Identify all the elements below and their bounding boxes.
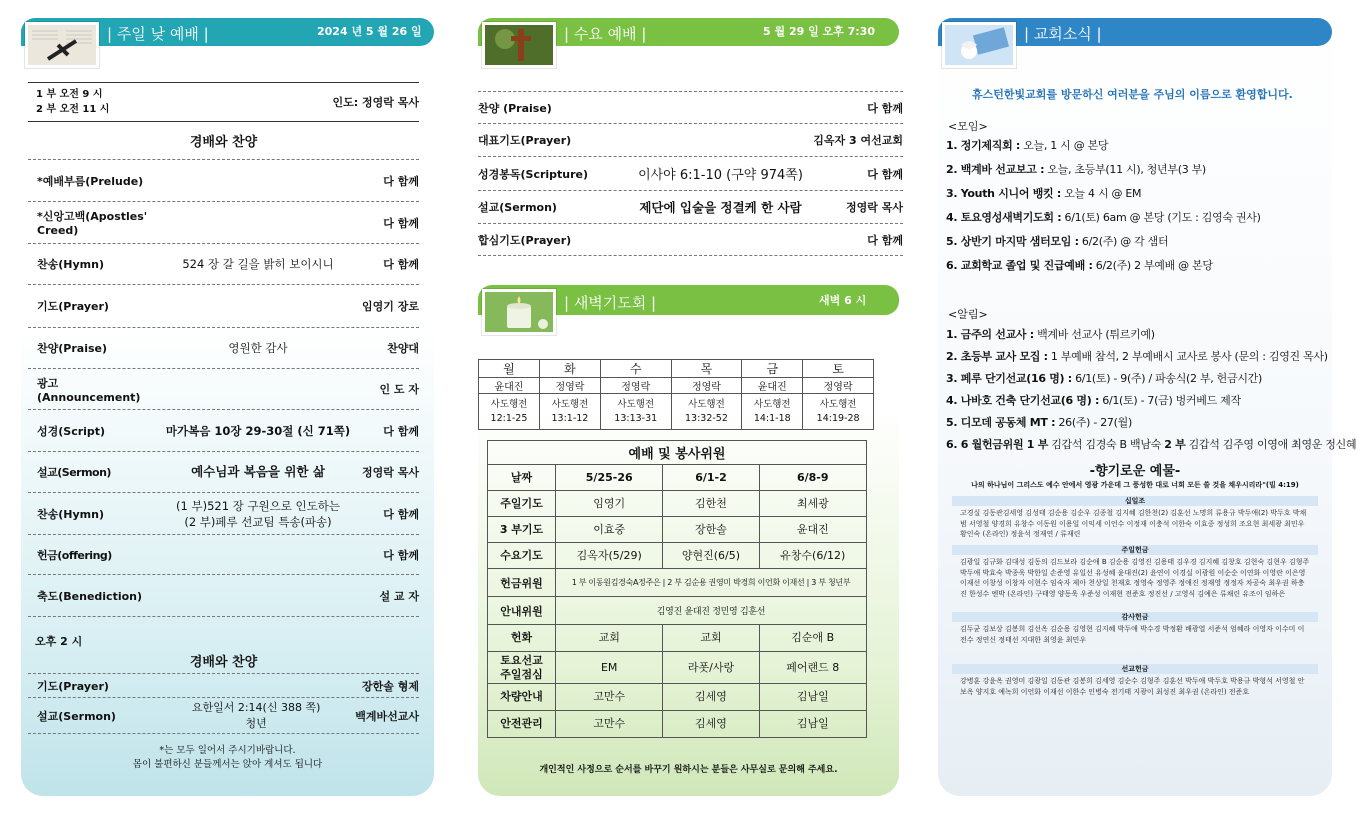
dawn-cell: 윤대진 <box>742 378 803 394</box>
order-person: 다 함께 <box>867 101 903 115</box>
order-person: 다 함께 <box>383 216 419 230</box>
service-cell: 김남일 <box>759 684 866 711</box>
service-table <box>487 440 867 738</box>
news-line-text: 오늘 4 시 @ EM <box>1061 187 1142 200</box>
group-members: 강병훈 강윤옥 권영미 김광일 김동관 김봉희 김세영 김순수 김형주 김훈선 박두애 박두호 박용규 박형석 서영철 안보옥 양지호 예녹희 이언화 이재선 이한수 인병숙 전기태 지광이 최성진 최우권 (온라인) 전준호 <box>960 677 1305 696</box>
news-line <box>946 392 1241 408</box>
news-line-title: 4. 나바호 건축 단기선교(6 명) : <box>946 394 1100 407</box>
service-cell: 라폿/사랑 <box>663 652 759 684</box>
group-name-bar: 십일조 <box>952 496 1318 506</box>
service-role: 헌화 <box>488 625 556 652</box>
order-person: 다 함께 <box>383 174 419 188</box>
order-label: 대표기도(Prayer) <box>478 134 572 147</box>
dawn-passage-cell <box>539 394 600 430</box>
meetings-label: <모임> <box>948 120 988 133</box>
dawn-verse: 14:1-18 <box>753 412 791 424</box>
order-person: 다 함께 <box>383 258 419 271</box>
section-title-pm: 경배와 찬양 <box>28 648 419 674</box>
service-cell: 양현진(6/5) <box>663 543 759 569</box>
dawn-cell: 토 <box>803 360 874 378</box>
news-line <box>946 326 1155 342</box>
service-cell: 1 부 이동원김경숙A정주은 | 2 부 김순용 권영미 박경희 이언화 이재선 | 3 부 청년부 <box>556 569 867 597</box>
order-person: 설 교 자 <box>379 589 419 603</box>
service-cell: 유창수(6/12) <box>759 543 866 569</box>
dawn-time: 새벽 6 시 <box>819 294 867 307</box>
order-label: 설교(Sermon) <box>37 709 116 723</box>
news-line-title: 2 부 <box>1164 438 1186 451</box>
news-line-text: 6/2(주) 2 부예배 @ 본당 <box>1092 259 1213 272</box>
dawn-book: 사도행전 <box>819 398 857 410</box>
news-line <box>946 436 1356 452</box>
news-line <box>946 185 1141 201</box>
order-row <box>28 575 419 617</box>
dawn-passage-cell <box>671 394 742 430</box>
service-cell: 6/1-2 <box>663 465 759 491</box>
pm-order-row <box>28 674 419 698</box>
wednesday-title: | 수요 예배 | <box>564 25 647 43</box>
news-line-title: 5. 상반기 마지막 샘터모임 : <box>946 235 1079 248</box>
service-row <box>488 711 867 738</box>
news-line <box>946 257 1213 273</box>
news-line <box>946 348 1328 364</box>
news-header <box>938 18 1332 46</box>
order-detail: 마가복음 10장 29-30절 (신 71쪽) <box>165 423 351 438</box>
service-cell: 김순애 B <box>759 625 866 652</box>
order-label: *예배부름(Prelude) <box>37 174 144 188</box>
service-row <box>488 652 867 684</box>
time-2: 2 부 오전 11 시 <box>36 104 110 115</box>
service-row <box>488 491 867 517</box>
service-role: 헌금위원 <box>488 569 556 597</box>
service-role: 수요기도 <box>488 543 556 569</box>
order-person: 찬양대 <box>387 342 419 355</box>
order-person: 정영락 목사 <box>846 201 903 214</box>
news-line-title: 6. 6 월헌금위원 1 부 <box>946 438 1049 451</box>
wednesday-row <box>478 157 903 191</box>
dawn-leaders-row <box>479 378 874 394</box>
order-person: 백계바선교사 <box>355 709 419 723</box>
dawn-passage-cell <box>479 394 540 430</box>
order-row <box>28 369 419 410</box>
dawn-verse: 12:1-25 <box>490 412 528 424</box>
service-role: 토요선교 주일점심 <box>488 652 556 684</box>
dawn-book: 사도행전 <box>753 398 791 410</box>
order-row <box>28 452 419 493</box>
order-row <box>28 160 419 202</box>
service-cell: 최세광 <box>759 491 866 517</box>
dawn-header <box>478 285 899 315</box>
service-cell: 5/25-26 <box>556 465 663 491</box>
order-row <box>28 493 419 535</box>
sunday-date: 2024 년 5 월 26 일 <box>317 25 422 38</box>
service-cell: 이효중 <box>556 517 663 543</box>
order-person: 장한솔 형제 <box>362 679 419 693</box>
news-line <box>946 161 1206 177</box>
news-line-title: 4. 토요영성새벽기도회 : <box>946 211 1062 224</box>
offering-verse: 나의 하나님이 그리스도 예수 안에서 영광 가운데 그 풍성한 대로 너희 모든 쓸 것을 채우시리라"(빌 4:19) <box>971 481 1299 489</box>
news-line-title: 2. 초등부 교사 모집 : <box>946 350 1048 363</box>
order-detail: (1 부)521 장 구원으로 인도하는 (2 부)페루 선교팀 특송(파송) <box>176 498 340 529</box>
order-person: 정영락 목사 <box>362 466 419 479</box>
dawn-schedule-table <box>478 359 874 430</box>
order-label: 찬양(Praise) <box>37 342 107 355</box>
order-row <box>28 410 419 452</box>
service-row <box>488 684 867 711</box>
section-title: 경배와 찬양 <box>28 122 419 160</box>
dawn-book: 사도행전 <box>617 398 655 410</box>
news-line <box>946 137 1108 153</box>
news-title: | 교회소식 | <box>1024 25 1102 43</box>
order-label: 성경봉독(Scripture) <box>478 167 589 181</box>
order-row <box>28 244 419 285</box>
order-person: 다 함께 <box>383 548 419 562</box>
dawn-cell: 금 <box>742 360 803 378</box>
dawn-cell: 정영락 <box>803 378 874 394</box>
order-label: 찬송(Hymn) <box>37 507 104 521</box>
wednesday-date: 5 월 29 일 오후 7:30 <box>763 25 875 38</box>
service-cell: 윤대진 <box>759 517 866 543</box>
order-person: 다 함께 <box>867 233 903 247</box>
news-line-text: 오늘, 초등부(11 시), 청년부(3 부) <box>1044 163 1206 176</box>
dawn-cell: 윤대진 <box>479 378 540 394</box>
announcements-label: <알림> <box>948 308 988 321</box>
service-cell: 페어랜드 8 <box>759 652 866 684</box>
news-line-text: 6/2(주) @ 각 샘터 <box>1078 235 1169 248</box>
order-detail: 제단에 입술을 정결케 한 사람 <box>639 200 802 215</box>
service-cell: 임영기 <box>556 491 663 517</box>
service-cell: 고만수 <box>556 684 663 711</box>
news-line-title: 6. 교회학교 졸업 및 진급예배 : <box>946 259 1093 272</box>
news-line-text: 6/1(토) - 7(금) 벙커베드 제작 <box>1099 394 1241 407</box>
group-members: 김광일 김규화 김대성 김동의 김드보라 김순애 B 김순용 김영진 김용태 김우경 김지혜 김창호 김현숙 김현우 김형주 박두애 박효숙 박종욱 박한일 손준영 유일선 유성혜 윤대진(2) 윤연이 이경실 이광원 이순순 이연화 이영란 이은영 이재선 이창성 이창자 이현수 임숙자 제아 천상일 천재호 정영숙 정영주 정애진 정재영 정정자 차공숙 최우권 하충진 한성수 엔박 (온라인) 구태영 양동욱 우준성 이재현 전준호 정진선 / 고영식 김예은 류채린 유조이 임하은 <box>960 558 1310 598</box>
dawn-cell: 목 <box>671 360 742 378</box>
service-role: 날짜 <box>488 465 556 491</box>
dawn-verse: 13:32-52 <box>684 412 728 424</box>
service-cell: 고만수 <box>556 711 663 738</box>
afternoon-time: 오후 2 시 <box>35 635 83 648</box>
dawn-book: 사도행전 <box>551 398 589 410</box>
dawn-passage-cell <box>600 394 671 430</box>
service-row <box>488 465 867 491</box>
dawn-title: | 새벽기도회 | <box>564 294 657 312</box>
news-line-title: 5. 디모데 공동체 MT : <box>946 416 1056 429</box>
news-line <box>946 209 1261 225</box>
news-line-text: 김갑석 김주영 이영애 최영운 정신혜 <box>1185 438 1356 451</box>
service-table-title: 예배 및 봉사위원 <box>488 441 867 465</box>
order-label: 축도(Benediction) <box>37 589 143 603</box>
order-label: 기도(Prayer) <box>37 300 109 313</box>
wednesday-row <box>478 124 903 157</box>
dawn-passage-cell <box>803 394 874 430</box>
group-members: 김두균 김보상 김봉희 김선옥 김순용 김영현 김지혜 박두애 박수경 박정환 배광열 서준석 엄혜라 이영자 이수미 이전수 정연신 정태선 지대한 최영윤 최민우 <box>960 625 1305 644</box>
sunday-panel <box>21 18 434 796</box>
service-row <box>488 543 867 569</box>
dawn-book: 사도행전 <box>688 398 725 410</box>
order-row <box>28 202 419 244</box>
order-label: 합심기도(Prayer) <box>478 233 572 247</box>
wednesday-row <box>478 191 903 224</box>
dawn-cell: 수 <box>600 360 671 378</box>
news-line-text: 6/1(토) 6am @ 본당 (기도 : 김영숙 권사) <box>1061 211 1261 224</box>
service-role: 안내위원 <box>488 597 556 625</box>
news-line-title: 2. 백계바 선교보고 : <box>946 163 1045 176</box>
order-person: 다 함께 <box>867 167 903 181</box>
dawn-verse: 14:19-28 <box>816 412 860 424</box>
order-label: *신앙고백(Apostles' Creed) <box>37 210 148 237</box>
sunday-times-row <box>28 82 419 122</box>
order-row <box>28 285 419 328</box>
dawn-days-row <box>479 360 874 378</box>
dawn-verse: 13:13-31 <box>614 412 658 424</box>
service-cell: 교회 <box>663 625 759 652</box>
service-cell: 6/8-9 <box>759 465 866 491</box>
news-line-title: 3. Youth 시니어 뱅킷 : <box>946 187 1062 200</box>
sunday-header <box>21 18 434 46</box>
order-person: 김옥자 3 여선교회 <box>813 134 903 147</box>
order-label: 찬양 (Praise) <box>478 101 552 115</box>
wednesday-row <box>478 91 903 124</box>
order-label: 설교(Sermon) <box>478 201 557 214</box>
order-label: 찬송(Hymn) <box>37 258 104 271</box>
order-detail: 예수님과 복음을 위한 삶 <box>191 464 325 479</box>
order-label: 헌금(offering) <box>37 548 112 562</box>
order-label: 성경(Script) <box>37 424 106 438</box>
service-role: 3 부기도 <box>488 517 556 543</box>
news-line-text: 오늘, 1 시 @ 본당 <box>1020 139 1109 152</box>
group-name-bar: 선교헌금 <box>952 664 1318 674</box>
news-line-text: 6/1(토) - 9(주) / 파송식(2 부, 헌금시간) <box>1071 372 1262 385</box>
news-line <box>946 370 1262 386</box>
dawn-cell: 월 <box>479 360 540 378</box>
news-line-text: 1 부예배 참석, 2 부예배시 교사로 봉사 (문의 : 김영진 목사) <box>1047 350 1328 363</box>
service-wide-row <box>488 569 867 597</box>
news-line-title: 3. 페루 단기선교(16 명) : <box>946 372 1072 385</box>
news-panel <box>938 18 1356 796</box>
dawn-book: 사도행전 <box>490 398 528 410</box>
dawn-passage-cell <box>742 394 803 430</box>
dawn-cell: 정영락 <box>671 378 742 394</box>
candle-image <box>482 289 556 335</box>
news-line-title: 1. 정기제직회 : <box>946 139 1021 152</box>
service-role: 주일기도 <box>488 491 556 517</box>
service-row <box>488 517 867 543</box>
dawn-cell: 정영락 <box>539 378 600 394</box>
dawn-passage-row <box>479 394 874 430</box>
news-line-title: 1. 금주의 선교사 : <box>946 328 1034 341</box>
service-wide-row <box>488 597 867 625</box>
news-line <box>946 233 1168 249</box>
dawn-cell: 정영락 <box>600 378 671 394</box>
group-name-bar: 감사헌금 <box>952 612 1318 622</box>
service-role: 차량안내 <box>488 684 556 711</box>
order-row <box>28 328 419 369</box>
wednesday-row <box>478 224 903 256</box>
order-label: 기도(Prayer) <box>37 679 109 693</box>
wooden-cross-image <box>482 22 556 68</box>
order-person: 다 함께 <box>383 507 419 521</box>
news-line-text: 26(주) - 27(월) <box>1055 416 1132 429</box>
welcome-message: 휴스턴한빛교회를 방문하신 여러분을 주님의 이름으로 환영합니다. <box>972 88 1293 101</box>
order-person: 다 함께 <box>383 424 419 438</box>
order-detail: 이사야 6:1-10 (구약 974쪽) <box>638 168 803 183</box>
order-label: 광고(Announcement) <box>37 376 141 404</box>
service-cell: 김영진 윤대진 정민영 김훈선 <box>556 597 867 625</box>
gift-card-image <box>942 22 1016 68</box>
service-role: 안전관리 <box>488 711 556 738</box>
service-cell: 장한솔 <box>663 517 759 543</box>
service-cell: 김옥자(5/29) <box>556 543 663 569</box>
service-cell: 김세영 <box>663 711 759 738</box>
service-cell: 김한천 <box>663 491 759 517</box>
service-cell: 교회 <box>556 625 663 652</box>
news-line-text: 백계바 선교사 (튀르키예) <box>1033 328 1155 341</box>
service-row <box>488 625 867 652</box>
standing-note: *는 모두 일어서 주시기바랍니다. <box>159 745 296 756</box>
order-label: 설교(Sermon) <box>37 466 111 479</box>
service-cell: 김남일 <box>759 711 866 738</box>
pm-order-row <box>28 698 419 734</box>
order-person: 인 도 자 <box>379 383 419 396</box>
order-detail: 요한일서 2:14(신 388 쪽) 청년 <box>191 700 321 730</box>
order-row <box>28 535 419 575</box>
order-person: 임영기 장로 <box>362 300 419 313</box>
dawn-cell: 화 <box>539 360 600 378</box>
sunday-leader: 인도: 정영락 목사 <box>332 96 419 109</box>
footer-note: 개인적인 사정으로 순서를 바꾸기 원하시는 분들은 사무실로 문의해 주세요. <box>539 765 838 775</box>
time-1: 1 부 오전 9 시 <box>36 89 103 100</box>
order-detail: 영원한 감사 <box>228 341 288 355</box>
service-cell: EM <box>556 652 663 684</box>
group-name-bar: 주일헌금 <box>952 545 1318 555</box>
wednesday-header <box>478 18 899 46</box>
service-cell: 김세영 <box>663 684 759 711</box>
news-line <box>946 414 1132 430</box>
order-detail: 524 장 갈 길을 밝히 보이시니 <box>182 257 334 271</box>
news-line-text: 김갑석 김경숙 B 백남숙 <box>1048 438 1165 451</box>
wednesday-panel <box>478 18 903 796</box>
offering-title: -향기로운 예물- <box>1089 464 1181 479</box>
group-members: 고경실 김동관김세영 김성태 김순용 김순우 김종철 김지혜 김한천(2) 김훈선 노명희 류용규 박두애(2) 박두호 박채범 서영철 양경희 유창수 이동원 이용일 이익세 이언수 이정재 이충석 이한숙 이효중 정성희 조요현 최세광 최민우 황인숙 (온라인) 정윤석 정재연 / 류재린 <box>960 509 1307 538</box>
sunday-title: | 주일 낮 예배 | <box>107 25 209 43</box>
sitting-note: 몸이 불편하신 분들께서는 앉아 계셔도 됩니다 <box>132 759 323 770</box>
bible-cross-image <box>25 22 99 68</box>
dawn-verse: 13:1-12 <box>551 412 589 424</box>
